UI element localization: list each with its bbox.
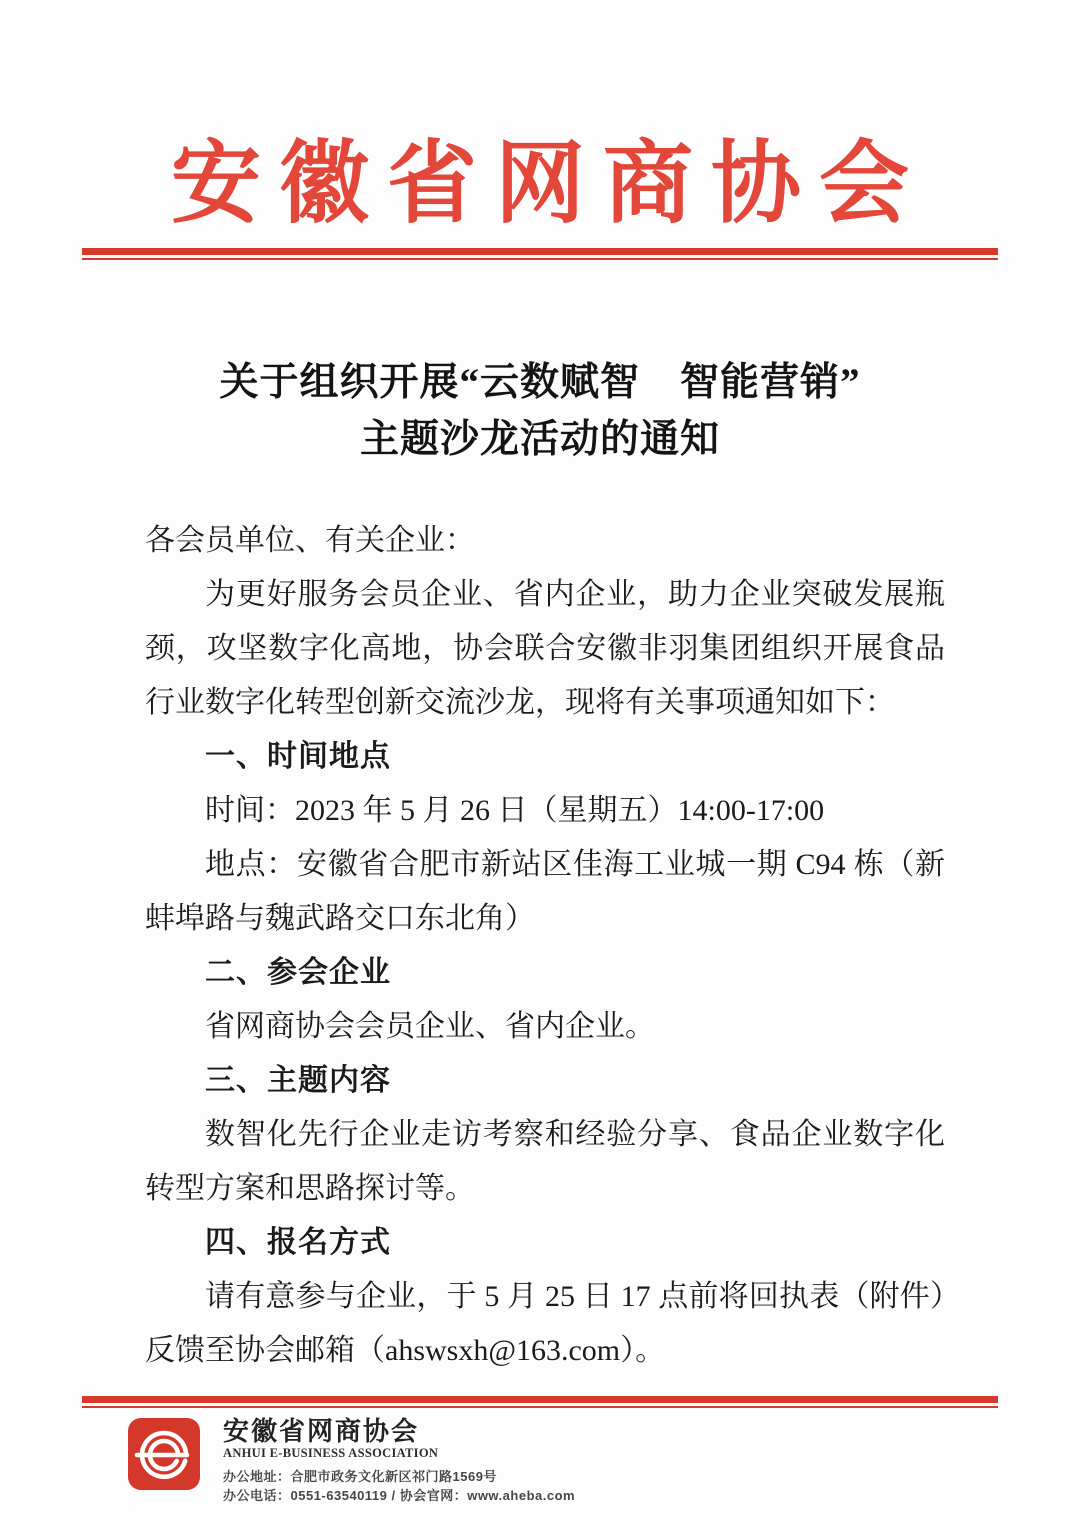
letterhead-org-name: 安徽省网商协会 <box>171 135 927 234</box>
footer-address-line: 办公地址：合肥市政务文化新区祁门路1569号 <box>223 1469 497 1484</box>
section-2-paragraph: 省网商协会会员企业、省内企业。 <box>205 1010 655 1043</box>
footer-org-name-en: ANHUI E-BUSINESS ASSOCIATION <box>223 1446 439 1460</box>
footer-contact-line: 办公电话：0551-63540119 / 协会官网：www.aheba.com <box>223 1487 576 1503</box>
section-4-paragraph: 请有意参与企业，于 5 月 25 日 17 点前将回执表（附件）反馈至协会邮箱（ahswsxh@163.com）。 <box>145 1280 945 1367</box>
section-1-location-paragraph: 地点：安徽省合肥市新站区佳海工业城一期 C94 栋（新蚌埠路与魏武路交口东北角） <box>145 848 945 935</box>
document-body <box>145 514 945 1378</box>
document-title-line2: 主题沙龙活动的通知 <box>359 418 720 461</box>
section-3-heading: 三、主题内容 <box>205 1064 391 1097</box>
footer-text-block <box>223 1416 575 1505</box>
section-1-time-paragraph: 时间：2023 年 5 月 26 日（星期五）14:00-17:00 <box>205 794 825 827</box>
section-3-paragraph: 数智化先行企业走访考察和经验分享、食品企业数字化转型方案和思路探讨等。 <box>145 1118 945 1205</box>
footer-divider-thick-line <box>82 1396 998 1403</box>
header-divider <box>82 248 998 260</box>
header-divider-thick-line <box>82 248 998 255</box>
intro-paragraph: 为更好服务会员企业、省内企业，助力企业突破发展瓶颈，攻坚数字化高地，协会联合安徽非羽集团组织开展食品行业数字化转型创新交流沙龙，现将有关事项通知如下： <box>145 578 945 719</box>
section-1-heading: 一、时间地点 <box>205 740 391 773</box>
section-2-heading: 二、参会企业 <box>205 956 391 989</box>
document-title-line1: 关于组织开展“云数赋智 智能营销” <box>219 361 861 404</box>
footer-divider <box>82 1396 998 1408</box>
footer-org-name-cn: 安徽省网商协会 <box>223 1416 420 1446</box>
footer-divider-thin-line <box>82 1406 998 1408</box>
ebusiness-association-e-swirl-logo-icon <box>128 1418 200 1490</box>
salutation: 各会员单位、有关企业： <box>145 524 475 557</box>
document-title <box>0 354 1080 468</box>
header-divider-thin-line <box>82 258 998 260</box>
section-4-heading: 四、报名方式 <box>205 1226 391 1259</box>
letterhead-footer <box>128 1416 575 1505</box>
